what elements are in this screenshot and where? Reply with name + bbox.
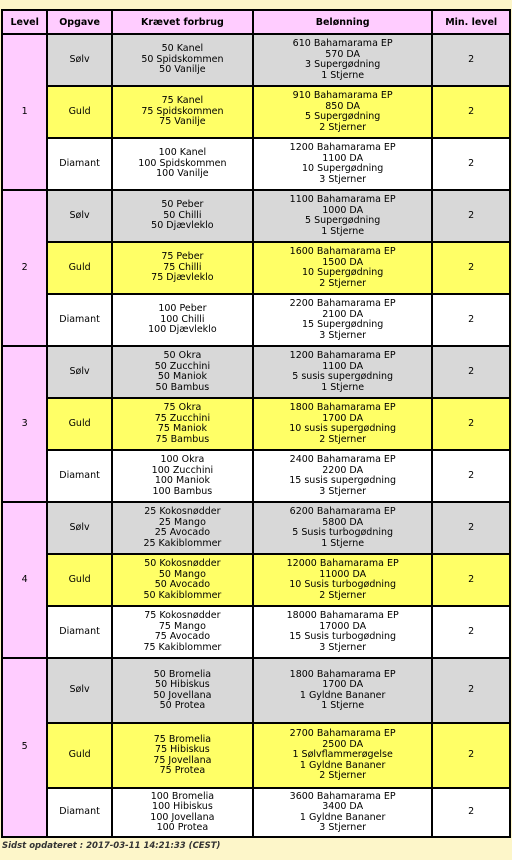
table-row — [3, 555, 509, 605]
required-cell — [113, 659, 252, 722]
reward-cell — [254, 399, 431, 449]
reward-item: 3600 Bahamarama EP — [289, 790, 396, 802]
min-level-cell: 2 — [433, 503, 509, 553]
required-item: 25 Kakiblommer — [143, 537, 222, 549]
required-cell — [113, 139, 252, 189]
required-item: 100 Bambus — [152, 485, 213, 497]
required-item: 75 Peber — [161, 251, 204, 263]
header-min-level: Min. level — [433, 11, 509, 33]
required-item: 75 Okra — [163, 402, 202, 413]
reward-cell — [254, 139, 431, 189]
reward-item: 2 Stjerner — [319, 770, 367, 782]
required-item: 100 Djævleklo — [148, 324, 217, 336]
reward-cell — [254, 295, 431, 345]
reward-item: 1100 DA — [322, 360, 364, 372]
reward-item: 10 susis supergødning — [289, 423, 397, 434]
required-item: 75 Zucchini — [154, 412, 211, 424]
reward-item: 2 Stjerner — [319, 277, 367, 289]
required-item: 50 Vanilje — [159, 64, 206, 76]
reward-item: 2400 Bahamarama EP — [289, 454, 396, 465]
min-level-cell: 2 — [433, 295, 509, 345]
min-level-cell: 2 — [433, 399, 509, 449]
required-item: 75 Kakiblommer — [143, 641, 222, 653]
reward-item: 1500 DA — [322, 256, 364, 268]
required-item: 50 Bromelia — [153, 668, 212, 680]
required-item: 75 Bromelia — [153, 733, 212, 745]
min-level-cell: 2 — [433, 347, 509, 397]
reward-item: 910 Bahamarama EP — [292, 90, 393, 101]
required-item: 100 Peber — [158, 303, 207, 315]
required-item: 50 Zucchini — [154, 360, 211, 372]
header-required: Krævet forbrug — [113, 11, 252, 33]
required-item: 50 Jovellana — [153, 689, 212, 701]
reward-cell — [254, 503, 431, 553]
reward-item: 1100 Bahamarama EP — [289, 194, 396, 205]
reward-item: 10 Supergødning — [301, 267, 384, 278]
last-updated: Sidst opdateret : 2017-03-11 14:21:33 (CEST) — [2, 841, 221, 851]
table-row — [3, 451, 509, 501]
reward-item: 1000 DA — [322, 204, 364, 216]
reward-item: 1 Stjerne — [321, 69, 365, 81]
task-cell: Diamant — [48, 789, 111, 836]
required-cell — [113, 87, 252, 137]
required-item: 75 Kanel — [161, 95, 204, 107]
task-cell: Sølv — [48, 35, 111, 85]
required-item: 75 Avocado — [154, 631, 211, 642]
required-cell — [113, 191, 252, 241]
required-item: 75 Vanilje — [159, 116, 206, 128]
reward-item: 15 Susis turbogødning — [289, 631, 397, 642]
required-item: 100 Hibiskus — [152, 801, 213, 812]
reward-item: 17000 DA — [319, 620, 367, 632]
required-cell — [113, 503, 252, 553]
required-item: 25 Mango — [158, 516, 206, 528]
required-item: 100 Zucchini — [151, 464, 214, 476]
header-row — [3, 11, 509, 33]
reward-item: 1 Gyldne Bananer — [299, 811, 386, 823]
reward-item: 2 Stjerner — [319, 433, 367, 445]
required-cell — [113, 35, 252, 85]
required-item: 100 Okra — [160, 454, 205, 465]
min-level-cell: 2 — [433, 659, 509, 722]
required-item: 50 Bambus — [155, 381, 210, 393]
task-cell: Guld — [48, 87, 111, 137]
reward-item: 3 Stjerner — [319, 329, 367, 341]
reward-item: 2 Stjerner — [319, 589, 367, 601]
required-item: 75 Maniok — [157, 423, 207, 434]
required-item: 100 Vanilje — [156, 168, 209, 180]
task-cell: Diamant — [48, 451, 111, 501]
required-item: 75 Hibiskus — [155, 744, 210, 755]
task-cell: Sølv — [48, 347, 111, 397]
reward-cell — [254, 607, 431, 657]
reward-item: 3 Stjerner — [319, 822, 367, 833]
reward-item: 2700 Bahamarama EP — [289, 728, 396, 740]
reward-item: 610 Bahamarama EP — [292, 38, 393, 49]
table-row — [3, 191, 509, 241]
task-cell: Guld — [48, 243, 111, 293]
task-cell: Sølv — [48, 503, 111, 553]
level-cell: 1 — [3, 35, 46, 189]
reward-item: 3 Stjerner — [319, 485, 367, 497]
reward-item: 5 susis supergødning — [292, 371, 394, 382]
min-level-cell: 2 — [433, 35, 509, 85]
table-row — [3, 659, 509, 722]
header-task: Opgave — [48, 11, 111, 33]
reward-item: 5 Supergødning — [305, 111, 381, 122]
reward-item: 5 Supergødning — [305, 215, 381, 226]
level-cell: 4 — [3, 503, 46, 657]
task-cell: Sølv — [48, 659, 111, 722]
required-item: 100 Bromelia — [150, 790, 215, 802]
table-row — [3, 724, 509, 787]
reward-cell — [254, 347, 431, 397]
min-level-cell: 2 — [433, 139, 509, 189]
reward-item: 3 Stjerner — [319, 173, 367, 185]
reward-item: 11000 DA — [319, 568, 367, 580]
required-item: 50 Maniok — [157, 371, 207, 382]
min-level-cell: 2 — [433, 789, 509, 836]
task-cell: Diamant — [48, 295, 111, 345]
reward-item: 2500 DA — [322, 738, 364, 750]
reward-item: 1 Stjerne — [321, 381, 365, 393]
reward-item: 1 Stjerne — [321, 700, 365, 711]
required-cell — [113, 555, 252, 605]
min-level-cell: 2 — [433, 87, 509, 137]
min-level-cell: 2 — [433, 607, 509, 657]
required-item: 75 Djævleklo — [151, 272, 214, 284]
reward-item: 15 susis supergødning — [289, 475, 397, 486]
reward-cell — [254, 724, 431, 787]
reward-item: 3 Stjerner — [319, 641, 367, 653]
required-item: 50 Okra — [163, 350, 202, 361]
reward-item: 1 Gyldne Bananer — [299, 759, 386, 771]
reward-item: 1 Gyldne Bananer — [299, 689, 386, 701]
reward-item: 6200 Bahamarama EP — [289, 506, 396, 517]
reward-cell — [254, 555, 431, 605]
reward-item: 2 Stjerner — [319, 121, 367, 133]
required-cell — [113, 399, 252, 449]
task-cell: Diamant — [48, 607, 111, 657]
reward-item: 1200 Bahamarama EP — [289, 350, 396, 361]
reward-item: 12000 Bahamarama EP — [286, 558, 399, 569]
table-row — [3, 503, 509, 553]
required-item: 50 Spidskommen — [141, 53, 224, 65]
required-item: 100 Spidskommen — [138, 157, 227, 169]
required-item: 25 Kokosnødder — [144, 506, 221, 517]
required-item: 75 Kokosnødder — [144, 610, 221, 621]
required-item: 50 Kokosnødder — [144, 558, 221, 569]
required-cell — [113, 724, 252, 787]
required-item: 50 Hibiskus — [155, 679, 210, 690]
reward-item: 1600 Bahamarama EP — [289, 246, 396, 257]
quest-table-body — [3, 35, 509, 836]
reward-item: 2200 Bahamarama EP — [289, 298, 396, 309]
reward-cell — [254, 789, 431, 836]
required-cell — [113, 451, 252, 501]
required-item: 75 Bambus — [155, 433, 210, 445]
required-item: 50 Kanel — [161, 43, 204, 55]
min-level-cell: 2 — [433, 555, 509, 605]
required-item: 75 Chilli — [163, 261, 202, 273]
reward-item: 1800 Bahamarama EP — [289, 402, 396, 413]
reward-item: 1 Stjerne — [321, 537, 365, 549]
reward-item: 10 Supergødning — [301, 163, 384, 174]
table-row — [3, 399, 509, 449]
reward-item: 18000 Bahamarama EP — [286, 610, 399, 621]
reward-item: 1700 DA — [322, 412, 364, 424]
reward-item: 1 Sølvflammerøgelse — [292, 749, 393, 761]
min-level-cell: 2 — [433, 724, 509, 787]
task-cell: Sølv — [48, 191, 111, 241]
task-cell: Guld — [48, 555, 111, 605]
required-item: 50 Djævleklo — [151, 220, 214, 232]
level-cell: 3 — [3, 347, 46, 501]
quest-table — [1, 9, 511, 838]
reward-item: 3 Supergødning — [305, 59, 381, 70]
required-cell — [113, 347, 252, 397]
min-level-cell: 2 — [433, 191, 509, 241]
reward-item: 1100 DA — [322, 152, 364, 164]
level-cell: 2 — [3, 191, 46, 345]
reward-cell — [254, 35, 431, 85]
reward-cell — [254, 191, 431, 241]
table-row — [3, 87, 509, 137]
table-row — [3, 347, 509, 397]
required-item: 50 Peber — [161, 199, 204, 211]
reward-item: 1700 DA — [322, 679, 364, 690]
required-item: 50 Chilli — [163, 209, 202, 221]
reward-item: 3400 DA — [322, 801, 364, 812]
required-item: 100 Jovellana — [150, 811, 215, 823]
reward-cell — [254, 451, 431, 501]
min-level-cell: 2 — [433, 243, 509, 293]
required-item: 75 Jovellana — [153, 754, 212, 766]
required-cell — [113, 607, 252, 657]
reward-item: 15 Supergødning — [301, 319, 384, 330]
required-item: 100 Kanel — [158, 147, 207, 159]
reward-cell — [254, 87, 431, 137]
table-row — [3, 607, 509, 657]
required-item: 50 Protea — [159, 700, 206, 711]
required-item: 100 Protea — [156, 822, 209, 833]
reward-item: 1200 Bahamarama EP — [289, 142, 396, 153]
reward-item: 10 Susis turbogødning — [289, 579, 397, 590]
required-cell — [113, 243, 252, 293]
required-cell — [113, 295, 252, 345]
reward-cell — [254, 243, 431, 293]
required-item: 75 Mango — [158, 620, 206, 632]
table-row — [3, 243, 509, 293]
header-reward: Belønning — [254, 11, 431, 33]
reward-item: 1 Stjerne — [321, 225, 365, 237]
required-item: 50 Mango — [158, 568, 206, 580]
table-row — [3, 789, 509, 836]
reward-item: 5 Susis turbogødning — [292, 527, 394, 538]
table-row — [3, 295, 509, 345]
min-level-cell: 2 — [433, 451, 509, 501]
required-item: 100 Chilli — [160, 313, 205, 325]
required-cell — [113, 789, 252, 836]
reward-item: 5800 DA — [322, 516, 364, 528]
reward-item: 2200 DA — [322, 464, 364, 476]
table-row — [3, 35, 509, 85]
reward-item: 570 DA — [325, 48, 361, 60]
task-cell: Diamant — [48, 139, 111, 189]
task-cell: Guld — [48, 399, 111, 449]
reward-item: 2100 DA — [322, 308, 364, 320]
reward-item: 1800 Bahamarama EP — [289, 668, 396, 680]
required-item: 25 Avocado — [154, 527, 211, 538]
required-item: 75 Protea — [159, 765, 206, 776]
level-cell: 5 — [3, 659, 46, 836]
reward-item: 850 DA — [325, 100, 361, 112]
required-item: 50 Avocado — [154, 579, 211, 590]
required-item: 75 Spidskommen — [141, 105, 224, 117]
table-row — [3, 139, 509, 189]
required-item: 50 Kakiblommer — [143, 589, 222, 601]
header-level: Level — [3, 11, 46, 33]
required-item: 100 Maniok — [154, 475, 210, 486]
task-cell: Guld — [48, 724, 111, 787]
reward-cell — [254, 659, 431, 722]
